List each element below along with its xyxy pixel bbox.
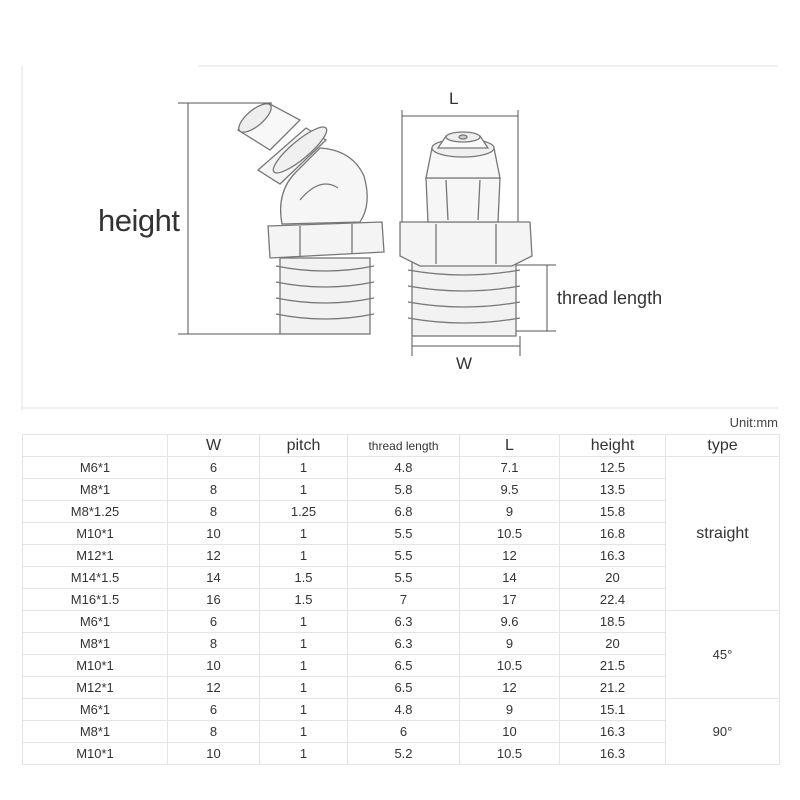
table-cell: 1.5 <box>260 567 348 589</box>
table-cell: 1 <box>260 721 348 743</box>
table-cell: 21.2 <box>560 677 666 699</box>
table-cell: M8*1.25 <box>23 501 168 523</box>
table-cell: M8*1 <box>23 721 168 743</box>
thread-length-dimension <box>514 265 556 331</box>
header-cell <box>23 435 168 457</box>
table-cell: 20 <box>560 567 666 589</box>
table-cell: 1 <box>260 677 348 699</box>
table-cell: M8*1 <box>23 479 168 501</box>
table-cell: M16*1.5 <box>23 589 168 611</box>
L-label: L <box>449 89 459 108</box>
table-cell: M10*1 <box>23 743 168 765</box>
table-cell: M8*1 <box>23 633 168 655</box>
type-cell: straight <box>666 457 780 611</box>
table-cell: 16.3 <box>560 743 666 765</box>
table-cell: 12 <box>168 677 260 699</box>
table-cell: 5.5 <box>348 545 460 567</box>
table-cell: 7.1 <box>460 457 560 479</box>
table-cell: 10.5 <box>460 743 560 765</box>
table-cell: 1 <box>260 457 348 479</box>
table-cell: 1 <box>260 611 348 633</box>
table-cell: M10*1 <box>23 655 168 677</box>
table-cell: 12 <box>460 677 560 699</box>
table-cell: 1 <box>260 545 348 567</box>
type-cell: 45° <box>666 611 780 699</box>
W-label: W <box>456 354 473 373</box>
table-cell: 6.5 <box>348 655 460 677</box>
type-cell: 90° <box>666 699 780 765</box>
table-cell: 6.3 <box>348 611 460 633</box>
table-cell: 10 <box>168 523 260 545</box>
table-cell: 6.3 <box>348 633 460 655</box>
table-cell: 12 <box>460 545 560 567</box>
height-label: height <box>98 203 180 238</box>
table-cell: 1.5 <box>260 589 348 611</box>
table-cell: 10 <box>168 655 260 677</box>
table-cell: 10.5 <box>460 655 560 677</box>
header-cell: pitch <box>260 435 348 457</box>
table-cell: 17 <box>460 589 560 611</box>
table-cell: 1 <box>260 479 348 501</box>
table-cell: 5.5 <box>348 523 460 545</box>
table-cell: M6*1 <box>23 699 168 721</box>
table-cell: 21.5 <box>560 655 666 677</box>
table-cell: 20 <box>560 633 666 655</box>
unit-note: Unit:mm <box>729 415 778 430</box>
table-cell: 6.8 <box>348 501 460 523</box>
table-cell: 8 <box>168 501 260 523</box>
table-cell: 16.3 <box>560 721 666 743</box>
table-cell: 9 <box>460 633 560 655</box>
table-cell: 6 <box>348 721 460 743</box>
table-cell: 9 <box>460 501 560 523</box>
header-cell: L <box>460 435 560 457</box>
table-cell: 14 <box>460 567 560 589</box>
table-cell: 1 <box>260 699 348 721</box>
table-cell: 10.5 <box>460 523 560 545</box>
table-cell: M10*1 <box>23 523 168 545</box>
table-cell: 1 <box>260 655 348 677</box>
table-cell: 10 <box>168 743 260 765</box>
header-cell: type <box>666 435 780 457</box>
table-row <box>23 457 780 479</box>
table-header-row <box>23 435 780 457</box>
table-cell: 10 <box>460 721 560 743</box>
table-cell: 14 <box>168 567 260 589</box>
header-cell: thread length <box>348 435 460 457</box>
table-row <box>23 699 780 721</box>
thread-length-label: thread length <box>557 288 663 308</box>
table-cell: M12*1 <box>23 677 168 699</box>
table-cell: 8 <box>168 721 260 743</box>
table-row <box>23 611 780 633</box>
table-cell: 9.5 <box>460 479 560 501</box>
table-cell: 7 <box>348 589 460 611</box>
angled-fitting-image <box>235 99 384 334</box>
header-cell: W <box>168 435 260 457</box>
table-cell: 4.8 <box>348 457 460 479</box>
table-cell: 4.8 <box>348 699 460 721</box>
table-cell: 15.1 <box>560 699 666 721</box>
table-cell: 12.5 <box>560 457 666 479</box>
straight-fitting-image <box>400 132 532 336</box>
table-cell: 5.2 <box>348 743 460 765</box>
table-cell: 16.3 <box>560 545 666 567</box>
table-cell: 6 <box>168 699 260 721</box>
table-cell: 13.5 <box>560 479 666 501</box>
spec-table <box>22 434 780 765</box>
table-cell: 9 <box>460 699 560 721</box>
table-cell: 16.8 <box>560 523 666 545</box>
table-cell: 9.6 <box>460 611 560 633</box>
table-cell: 1 <box>260 743 348 765</box>
table-cell: 15.8 <box>560 501 666 523</box>
table-cell: 18.5 <box>560 611 666 633</box>
table-cell: 8 <box>168 479 260 501</box>
table-cell: M6*1 <box>23 611 168 633</box>
table-cell: 6 <box>168 611 260 633</box>
table-cell: 16 <box>168 589 260 611</box>
table-cell: 5.8 <box>348 479 460 501</box>
table-cell: 6 <box>168 457 260 479</box>
table-cell: 8 <box>168 633 260 655</box>
table-cell: 12 <box>168 545 260 567</box>
table-cell: M14*1.5 <box>23 567 168 589</box>
table-cell: 5.5 <box>348 567 460 589</box>
header-cell: height <box>560 435 666 457</box>
table-cell: 1 <box>260 633 348 655</box>
W-dimension <box>412 336 520 356</box>
table-cell: 6.5 <box>348 677 460 699</box>
table-cell: M6*1 <box>23 457 168 479</box>
table-cell: M12*1 <box>23 545 168 567</box>
table-cell: 1.25 <box>260 501 348 523</box>
table-cell: 1 <box>260 523 348 545</box>
table-cell: 22.4 <box>560 589 666 611</box>
